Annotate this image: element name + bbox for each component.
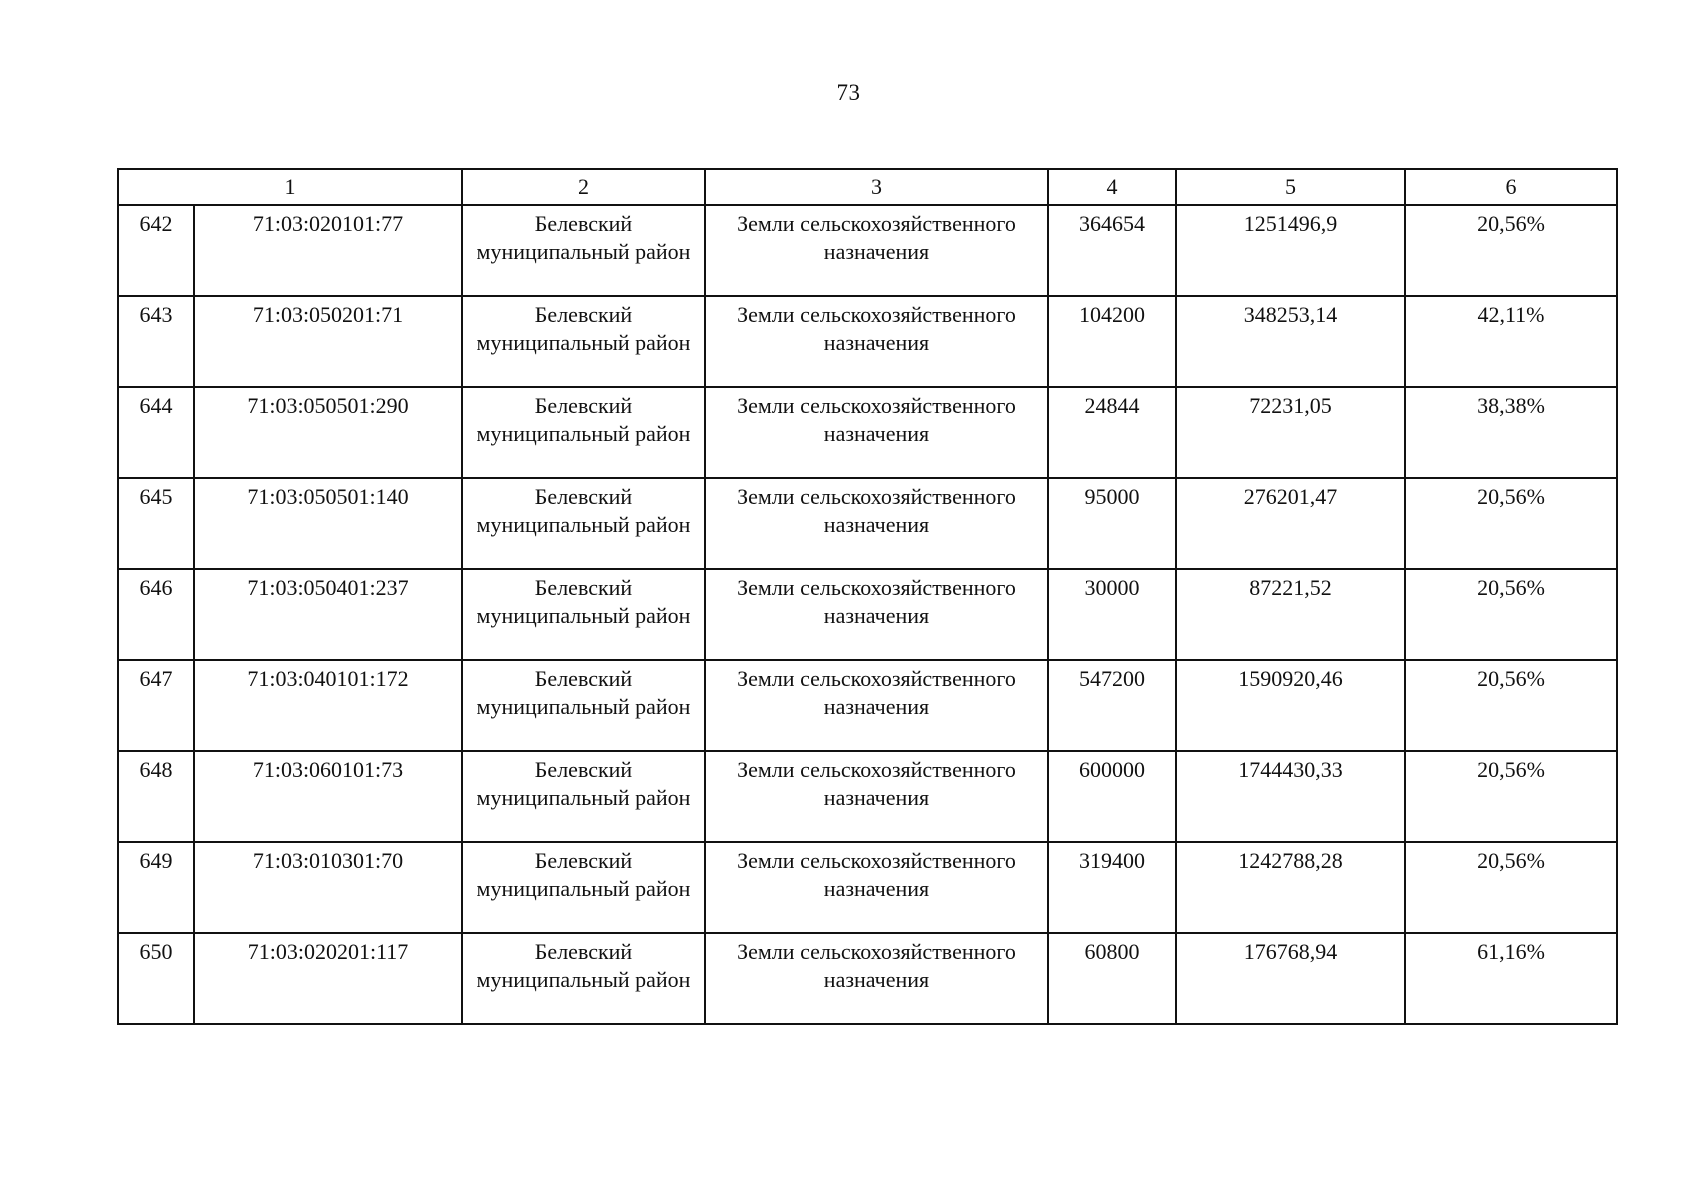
land-category-cell: Земли сельскохозяйственного назначения <box>705 842 1048 933</box>
row-number-cell: 645 <box>118 478 194 569</box>
cadastral-value-cell: 348253,14 <box>1176 296 1405 387</box>
table-row <box>118 205 1617 296</box>
area-cell: 319400 <box>1048 842 1176 933</box>
district-cell: Белевский муниципальный район <box>462 296 705 387</box>
district-cell: Белевский муниципальный район <box>462 660 705 751</box>
column-header-4: 4 <box>1048 169 1176 205</box>
district-cell: Белевский муниципальный район <box>462 842 705 933</box>
page-number: 73 <box>836 80 861 105</box>
cadastral-value-cell: 1242788,28 <box>1176 842 1405 933</box>
cadastral-number-cell: 71:03:020201:117 <box>194 933 462 1024</box>
row-number-cell: 650 <box>118 933 194 1024</box>
column-header-5: 5 <box>1176 169 1405 205</box>
district-cell: Белевский муниципальный район <box>462 205 705 296</box>
table-row <box>118 478 1617 569</box>
district-cell: Белевский муниципальный район <box>462 569 705 660</box>
percent-cell: 20,56% <box>1405 569 1617 660</box>
table-header-row <box>118 169 1617 205</box>
row-number-cell: 648 <box>118 751 194 842</box>
column-header-1: 1 <box>118 169 462 205</box>
cadastral-value-cell: 276201,47 <box>1176 478 1405 569</box>
percent-cell: 61,16% <box>1405 933 1617 1024</box>
cadastral-number-cell: 71:03:050201:71 <box>194 296 462 387</box>
area-cell: 547200 <box>1048 660 1176 751</box>
area-cell: 95000 <box>1048 478 1176 569</box>
cadastral-number-cell: 71:03:050501:290 <box>194 387 462 478</box>
table-row <box>118 842 1617 933</box>
percent-cell: 20,56% <box>1405 478 1617 569</box>
land-category-cell: Земли сельскохозяйственного назначения <box>705 569 1048 660</box>
cadastral-number-cell: 71:03:040101:172 <box>194 660 462 751</box>
cadastral-value-cell: 87221,52 <box>1176 569 1405 660</box>
percent-cell: 20,56% <box>1405 660 1617 751</box>
column-header-3: 3 <box>705 169 1048 205</box>
table-row <box>118 569 1617 660</box>
area-cell: 60800 <box>1048 933 1176 1024</box>
row-number-cell: 644 <box>118 387 194 478</box>
column-header-2: 2 <box>462 169 705 205</box>
percent-cell: 38,38% <box>1405 387 1617 478</box>
percent-cell: 20,56% <box>1405 751 1617 842</box>
table-row <box>118 660 1617 751</box>
area-cell: 364654 <box>1048 205 1176 296</box>
cadastral-number-cell: 71:03:050501:140 <box>194 478 462 569</box>
cadastral-number-cell: 71:03:010301:70 <box>194 842 462 933</box>
cadastral-value-cell: 1744430,33 <box>1176 751 1405 842</box>
land-category-cell: Земли сельскохозяйственного назначения <box>705 296 1048 387</box>
cadastral-number-cell: 71:03:020101:77 <box>194 205 462 296</box>
district-cell: Белевский муниципальный район <box>462 387 705 478</box>
table-row <box>118 933 1617 1024</box>
row-number-cell: 646 <box>118 569 194 660</box>
district-cell: Белевский муниципальный район <box>462 478 705 569</box>
land-parcels-table <box>117 168 1618 1025</box>
row-number-cell: 649 <box>118 842 194 933</box>
table-row <box>118 751 1617 842</box>
district-cell: Белевский муниципальный район <box>462 933 705 1024</box>
area-cell: 104200 <box>1048 296 1176 387</box>
row-number-cell: 643 <box>118 296 194 387</box>
cadastral-value-cell: 1251496,9 <box>1176 205 1405 296</box>
percent-cell: 20,56% <box>1405 842 1617 933</box>
area-cell: 600000 <box>1048 751 1176 842</box>
area-cell: 24844 <box>1048 387 1176 478</box>
row-number-cell: 642 <box>118 205 194 296</box>
cadastral-value-cell: 1590920,46 <box>1176 660 1405 751</box>
percent-cell: 20,56% <box>1405 205 1617 296</box>
table-row <box>118 296 1617 387</box>
district-cell: Белевский муниципальный район <box>462 751 705 842</box>
land-category-cell: Земли сельскохозяйственного назначения <box>705 933 1048 1024</box>
table-row <box>118 387 1617 478</box>
column-header-6: 6 <box>1405 169 1617 205</box>
land-category-cell: Земли сельскохозяйственного назначения <box>705 660 1048 751</box>
land-category-cell: Земли сельскохозяйственного назначения <box>705 205 1048 296</box>
land-category-cell: Земли сельскохозяйственного назначения <box>705 478 1048 569</box>
percent-cell: 42,11% <box>1405 296 1617 387</box>
cadastral-number-cell: 71:03:050401:237 <box>194 569 462 660</box>
cadastral-value-cell: 72231,05 <box>1176 387 1405 478</box>
cadastral-value-cell: 176768,94 <box>1176 933 1405 1024</box>
land-category-cell: Земли сельскохозяйственного назначения <box>705 387 1048 478</box>
land-category-cell: Земли сельскохозяйственного назначения <box>705 751 1048 842</box>
area-cell: 30000 <box>1048 569 1176 660</box>
table-body <box>118 205 1617 1024</box>
cadastral-number-cell: 71:03:060101:73 <box>194 751 462 842</box>
row-number-cell: 647 <box>118 660 194 751</box>
